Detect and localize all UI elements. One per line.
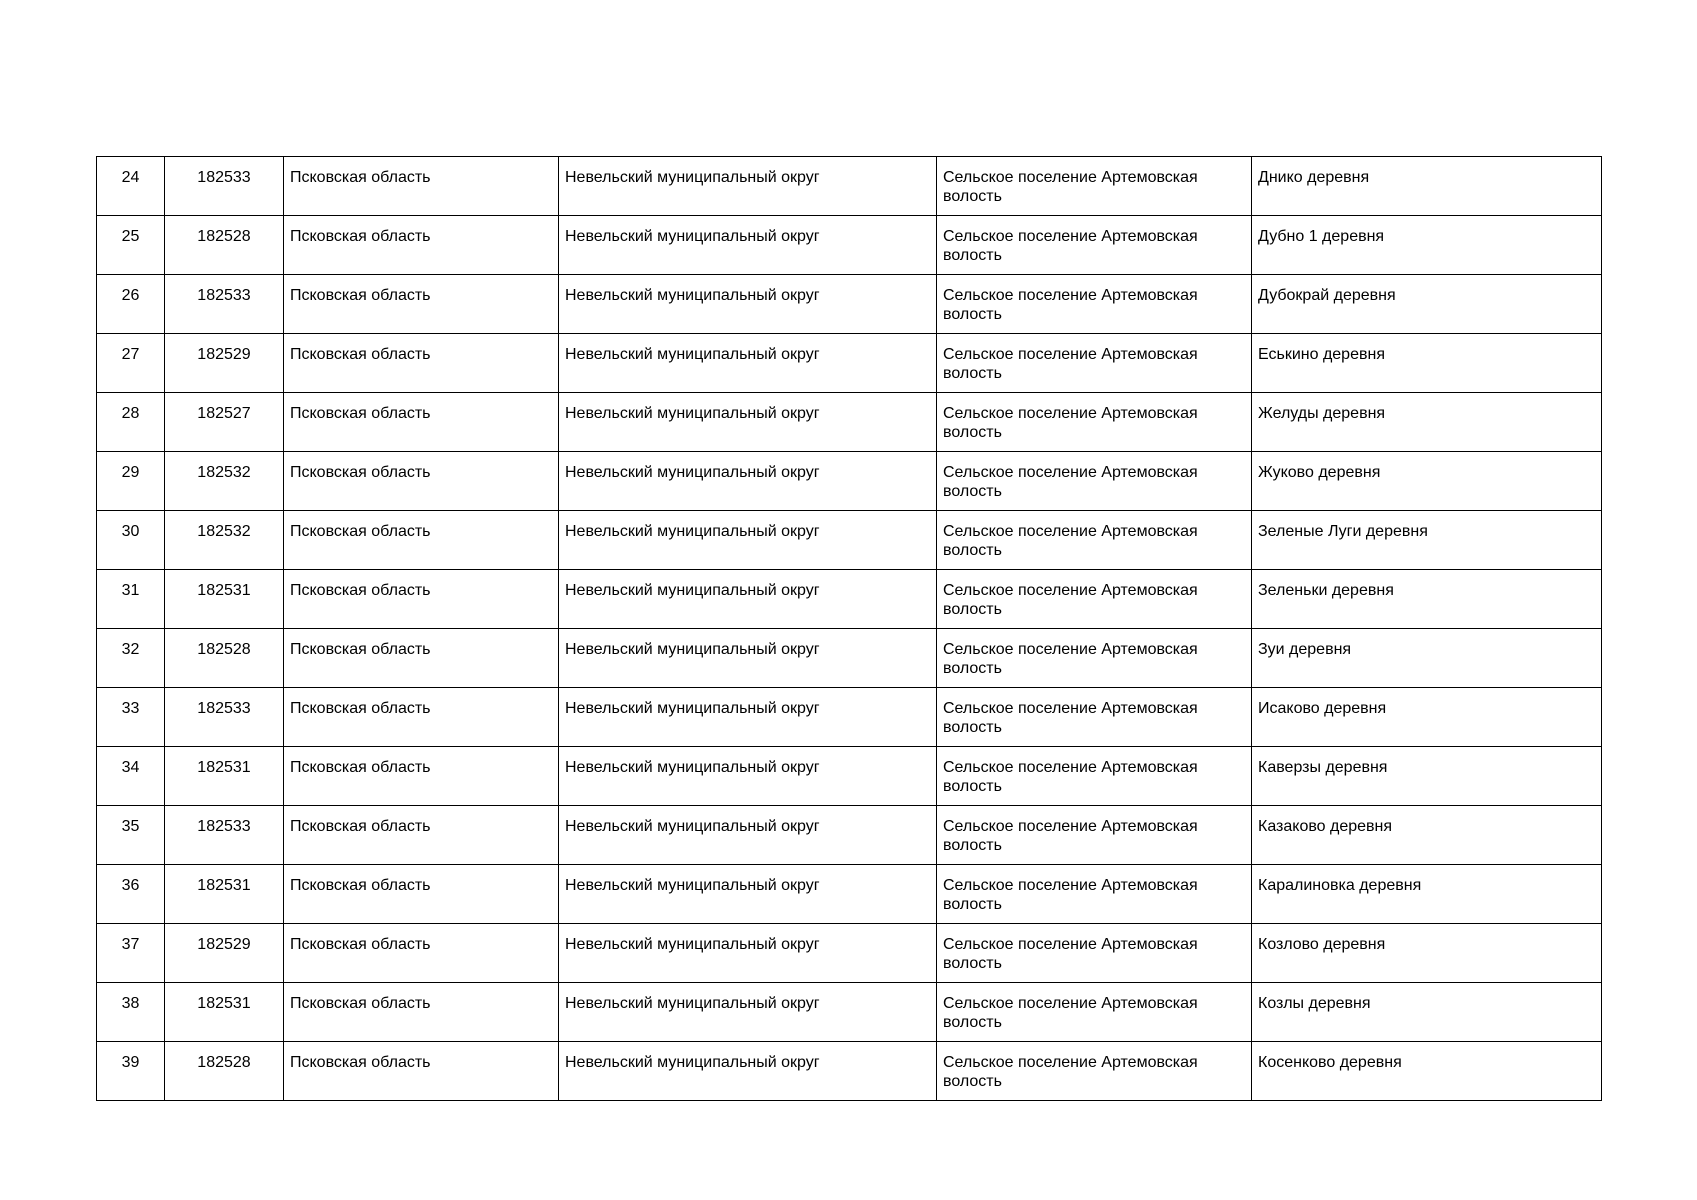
postal-index-cell: 182531 — [165, 983, 284, 1042]
region-cell: Псковская область — [284, 688, 559, 747]
postal-index-cell: 182532 — [165, 511, 284, 570]
postal-index-cell: 182529 — [165, 334, 284, 393]
settlement-cell: Сельское поселение Артемовская волость — [937, 452, 1252, 511]
table-row — [97, 452, 1602, 511]
region-cell: Псковская область — [284, 570, 559, 629]
table-row — [97, 688, 1602, 747]
district-cell: Невельский муниципальный округ — [559, 688, 937, 747]
settlement-cell: Сельское поселение Артемовская волость — [937, 1042, 1252, 1101]
postal-index-cell: 182533 — [165, 157, 284, 216]
row-number-cell: 37 — [97, 924, 165, 983]
row-number-cell: 25 — [97, 216, 165, 275]
settlement-cell: Сельское поселение Артемовская волость — [937, 924, 1252, 983]
row-number-cell: 27 — [97, 334, 165, 393]
region-cell: Псковская область — [284, 865, 559, 924]
postal-index-cell: 182532 — [165, 452, 284, 511]
address-table — [96, 156, 1602, 1101]
locality-cell: Зуи деревня — [1252, 629, 1602, 688]
settlement-cell: Сельское поселение Артемовская волость — [937, 688, 1252, 747]
locality-cell: Казаково деревня — [1252, 806, 1602, 865]
table-row — [97, 865, 1602, 924]
row-number-cell: 26 — [97, 275, 165, 334]
table-row — [97, 1042, 1602, 1101]
district-cell: Невельский муниципальный округ — [559, 1042, 937, 1101]
row-number-cell: 29 — [97, 452, 165, 511]
locality-cell: Исаково деревня — [1252, 688, 1602, 747]
locality-cell: Косенково деревня — [1252, 1042, 1602, 1101]
region-cell: Псковская область — [284, 747, 559, 806]
table-row — [97, 983, 1602, 1042]
region-cell: Псковская область — [284, 511, 559, 570]
region-cell: Псковская область — [284, 983, 559, 1042]
region-cell: Псковская область — [284, 1042, 559, 1101]
locality-cell: Зеленые Луги деревня — [1252, 511, 1602, 570]
district-cell: Невельский муниципальный округ — [559, 157, 937, 216]
district-cell: Невельский муниципальный округ — [559, 570, 937, 629]
postal-index-cell: 182527 — [165, 393, 284, 452]
district-cell: Невельский муниципальный округ — [559, 747, 937, 806]
district-cell: Невельский муниципальный округ — [559, 216, 937, 275]
district-cell: Невельский муниципальный округ — [559, 865, 937, 924]
district-cell: Невельский муниципальный округ — [559, 393, 937, 452]
region-cell: Псковская область — [284, 806, 559, 865]
locality-cell: Козлово деревня — [1252, 924, 1602, 983]
postal-index-cell: 182528 — [165, 629, 284, 688]
table-row — [97, 924, 1602, 983]
row-number-cell: 24 — [97, 157, 165, 216]
locality-cell: Козлы деревня — [1252, 983, 1602, 1042]
table-row — [97, 275, 1602, 334]
table-row — [97, 511, 1602, 570]
settlement-cell: Сельское поселение Артемовская волость — [937, 216, 1252, 275]
table-row — [97, 806, 1602, 865]
district-cell: Невельский муниципальный округ — [559, 806, 937, 865]
locality-cell: Каверзы деревня — [1252, 747, 1602, 806]
district-cell: Невельский муниципальный округ — [559, 983, 937, 1042]
locality-cell: Днико деревня — [1252, 157, 1602, 216]
region-cell: Псковская область — [284, 334, 559, 393]
row-number-cell: 39 — [97, 1042, 165, 1101]
postal-index-cell: 182533 — [165, 688, 284, 747]
postal-index-cell: 182533 — [165, 275, 284, 334]
settlement-cell: Сельское поселение Артемовская волость — [937, 983, 1252, 1042]
postal-index-cell: 182529 — [165, 924, 284, 983]
row-number-cell: 33 — [97, 688, 165, 747]
locality-cell: Дубно 1 деревня — [1252, 216, 1602, 275]
row-number-cell: 30 — [97, 511, 165, 570]
table-row — [97, 157, 1602, 216]
table-row — [97, 570, 1602, 629]
settlement-cell: Сельское поселение Артемовская волость — [937, 865, 1252, 924]
postal-index-cell: 182531 — [165, 747, 284, 806]
locality-cell: Каралиновка деревня — [1252, 865, 1602, 924]
district-cell: Невельский муниципальный округ — [559, 334, 937, 393]
district-cell: Невельский муниципальный округ — [559, 924, 937, 983]
table-row — [97, 334, 1602, 393]
settlement-cell: Сельское поселение Артемовская волость — [937, 629, 1252, 688]
table-row — [97, 393, 1602, 452]
locality-cell: Еськино деревня — [1252, 334, 1602, 393]
postal-index-cell: 182531 — [165, 865, 284, 924]
postal-index-cell: 182528 — [165, 216, 284, 275]
table-row — [97, 747, 1602, 806]
postal-index-cell: 182531 — [165, 570, 284, 629]
region-cell: Псковская область — [284, 275, 559, 334]
row-number-cell: 36 — [97, 865, 165, 924]
region-cell: Псковская область — [284, 924, 559, 983]
region-cell: Псковская область — [284, 393, 559, 452]
settlement-cell: Сельское поселение Артемовская волость — [937, 511, 1252, 570]
settlement-cell: Сельское поселение Артемовская волость — [937, 747, 1252, 806]
locality-cell: Дубокрай деревня — [1252, 275, 1602, 334]
district-cell: Невельский муниципальный округ — [559, 629, 937, 688]
settlement-cell: Сельское поселение Артемовская волость — [937, 393, 1252, 452]
table-body — [97, 157, 1602, 1101]
row-number-cell: 38 — [97, 983, 165, 1042]
district-cell: Невельский муниципальный округ — [559, 511, 937, 570]
row-number-cell: 28 — [97, 393, 165, 452]
table-row — [97, 629, 1602, 688]
locality-cell: Жуково деревня — [1252, 452, 1602, 511]
district-cell: Невельский муниципальный округ — [559, 275, 937, 334]
region-cell: Псковская область — [284, 157, 559, 216]
row-number-cell: 31 — [97, 570, 165, 629]
postal-index-cell: 182528 — [165, 1042, 284, 1101]
locality-cell: Желуды деревня — [1252, 393, 1602, 452]
region-cell: Псковская область — [284, 216, 559, 275]
row-number-cell: 35 — [97, 806, 165, 865]
postal-index-cell: 182533 — [165, 806, 284, 865]
settlement-cell: Сельское поселение Артемовская волость — [937, 275, 1252, 334]
locality-cell: Зеленьки деревня — [1252, 570, 1602, 629]
settlement-cell: Сельское поселение Артемовская волость — [937, 806, 1252, 865]
settlement-cell: Сельское поселение Артемовская волость — [937, 570, 1252, 629]
settlement-cell: Сельское поселение Артемовская волость — [937, 334, 1252, 393]
table-row — [97, 216, 1602, 275]
settlement-cell: Сельское поселение Артемовская волость — [937, 157, 1252, 216]
row-number-cell: 32 — [97, 629, 165, 688]
district-cell: Невельский муниципальный округ — [559, 452, 937, 511]
region-cell: Псковская область — [284, 452, 559, 511]
row-number-cell: 34 — [97, 747, 165, 806]
region-cell: Псковская область — [284, 629, 559, 688]
